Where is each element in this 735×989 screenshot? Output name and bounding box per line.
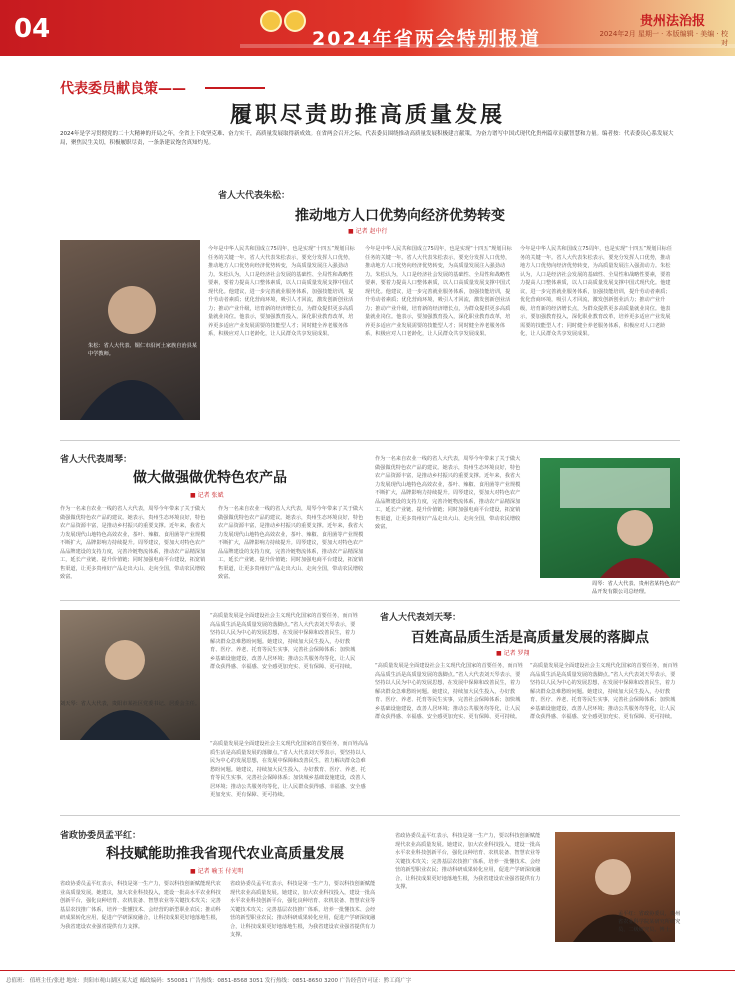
section-divider-3 [60,815,680,816]
article2-photo [540,458,680,578]
article3-photo [60,610,200,740]
banner-title: 2024年省两会特别报道 [312,28,541,50]
article4-headline: 科技赋能助推我省现代农业高质量发展 [106,846,344,862]
national-emblem-icon [260,10,282,32]
article3-body-intro: “高质量发展是全面建设社会主义现代化国家的首要任务，而百姓高品质生活是高质量发展的落脚点。”省人大代表刘天琴表示，要坚持以人民为中心的发展思想，在发展中保障和改善民生，着力解决群众急难愁盼问题。她建议，持续加大民生投入，办好教育、医疗、养老、托育等民生实事，完善社会保障体系；加快城乡基础设施建设，改善人居环境；推动公共服务均等化，让人民群众获得感、幸福感、安全感更加充实、更有保障、更可持续。 [210,613,358,670]
article3-photo-caption: 刘天琴：省人大代表，贵阳市某社区党委书记、居委会主任。 [60,701,201,707]
article3-byline: ■ 记者 罗翔 [496,648,530,657]
party-emblem-icon [284,10,306,32]
article2-body-col2: 作为一名来自农业一线的省人大代表，周琴今年带来了关于做大做强做优特色农产品的建议。她表示，贵州生态环境良好，特色农产品资源丰富，是推动乡村振兴的重要支撑。近年来，我省大力发展现代山地特色高效农业，茶叶、辣椒、食用菌等产业规模不断扩大，品牌影响力持续提升。周琴建议，要加大对特色农产品品牌建设的支持力度，完善冷链物流体系，推动农产品精深加工，延长产业链、提升价值链；同时加强电商平台建设，拓宽销售渠道，让更多贵州好产品走出大山、走向全国，带动农民增收致富。 [218,506,364,580]
paper-name: 贵州法治报 [640,14,706,29]
page-title: 履职尽责助推高质量发展 [229,102,505,128]
article1-body-col1: 今年是中华人民共和国成立75周年，也是实现“十四五”规划目标任务的关键一年。省人大代表朱松表示，要充分发挥人口优势，推动地方人口优势向经济优势转变，为高质量发展注入强劲动力。朱松认为，人口是经济社会发展的基础性、全局性和战略性要素，要着力提高人口整体素质，以人口高质量发展支撑中国式现代化。他建议，进一步完善就业服务体系，加强技能培训，提升劳动者素质；优化营商环境，吸引人才回流，激发创新创业活力；推动产业升级，培育新的经济增长点，为群众提供更多高质量就业岗位。他表示，要加强教育投入，深化职业教育改革，培养更多适应产业发展需要的技能型人才；同时健全养老服务体系，积极应对人口老龄化，让人民群众共享发展成果。 [208,246,355,337]
article2-body-col3: 作为一名来自农业一线的省人大代表，周琴今年带来了关于做大做强做优特色农产品的建议。她表示，贵州生态环境良好，特色农产品资源丰富，是推动乡村振兴的重要支撑。近年来，我省大力发展现代山地特色高效农业，茶叶、辣椒、食用菌等产业规模不断扩大，品牌影响力持续提升。周琴建议，要加大对特色农产品品牌建设的支持力度，完善冷链物流体系，推动农产品精深加工，延长产业链、提升价值链；同时加强电商平台建设，拓宽销售渠道，让更多贵州好产品走出大山、走向全国，带动农民增收致富。 [375,456,521,530]
section-tag: 代表委员献良策—— [60,81,186,97]
article1-speaker: 省人大代表朱松： [218,191,291,201]
article3-body-col3: “高质量发展是全面建设社会主义现代化国家的首要任务，而百姓高品质生活是高质量发展的落脚点。”省人大代表刘天琴表示，要坚持以人民为中心的发展思想，在发展中保障和改善民生，着力解决群众急难愁盼问题。她建议，持续加大民生投入，办好教育、医疗、养老、托育等民生实事，完善社会保障体系；加快城乡基础设施建设，改善人居环境；推动公共服务均等化，让人民群众获得感、幸福感、安全感更加充实、更有保障、更可持续。 [210,741,369,798]
section-divider [205,87,265,89]
page-footer: 总值班： 值班主任/张进 地址：贵阳市观山湖区某大道 邮政编码：550081 广告热线：0851-8568 3051 发行热线：0851-8650 3200 广告经营许可证：黔工商广字 [0,970,735,989]
article1-body-col3: 今年是中华人民共和国成立75周年，也是实现“十四五”规划目标任务的关键一年。省人大代表朱松表示，要充分发挥人口优势，推动地方人口优势向经济优势转变，为高质量发展注入强劲动力。朱松认为，人口是经济社会发展的基础性、全局性和战略性要素，要着力提高人口整体素质，以人口高质量发展支撑中国式现代化。他建议，进一步完善就业服务体系，加强技能培训，提升劳动者素质；优化营商环境，吸引人才回流，激发创新创业活力；推动产业升级，培育新的经济增长点，为群众提供更多高质量就业岗位。他表示，要加强教育投入，深化职业教育改革，培养更多适应产业发展需要的技能型人才；同时健全养老服务体系，积极应对人口老龄化，让人民群众共享发展成果。 [520,246,673,337]
article2-byline: ■ 记者 张斌 [190,490,224,499]
article1-byline: ■ 记者 赵中行 [348,226,388,235]
article1-photo-caption: 朱松：省人大代表、铜仁市沿河土家族自治县某中学教师。 [88,343,197,357]
article1-photo [60,240,200,420]
section-intro: 2024年是学习贯彻党的二十大精神的开局之年，全省上下攻坚克难、奋力实干，高质量发展取得新成效。在省两会召开之际，代表委员围绕推动高质量发展积极建言献策，为奋力谱写中国式现代化贵州篇章贡献智慧和力量。编者按：代表委员心系发展大局，聚焦民生关切，积极履职尽责，一条条建议饱含真知灼见。 [60,131,674,146]
portrait-image [540,458,680,578]
article1-body-col2: 今年是中华人民共和国成立75周年，也是实现“十四五”规划目标任务的关键一年。省人大代表朱松表示，要充分发挥人口优势，推动地方人口优势向经济优势转变，为高质量发展注入强劲动力。朱松认为，人口是经济社会发展的基础性、全局性和战略性要素，要着力提高人口整体素质，以人口高质量发展支撑中国式现代化。他建议，进一步完善就业服务体系，加强技能培训，提升劳动者素质；优化营商环境，吸引人才回流，激发创新创业活力；推动产业升级，培育新的经济增长点，为群众提供更多高质量就业岗位。他表示，要加强教育投入，深化职业教育改革，培养更多适应产业发展需要的技能型人才；同时健全养老服务体系，积极应对人口老龄化，让人民群众共享发展成果。 [365,246,512,337]
article3-body-col2: “高质量发展是全面建设社会主义现代化国家的首要任务，而百姓高品质生活是高质量发展的落脚点。”省人大代表刘天琴表示，要坚持以人民为中心的发展思想，在发展中保障和改善民生，着力解决群众急难愁盼问题。她建议，持续加大民生投入，办好教育、医疗、养老、托育等民生实事，完善社会保障体系；加快城乡基础设施建设，改善人居环境；推动公共服务均等化，让人民群众获得感、幸福感、安全感更加充实、更有保障、更可持续。 [530,663,678,720]
section-divider-1 [60,440,680,441]
article2-speaker: 省人大代表周琴： [60,455,133,465]
article3-body-col1: “高质量发展是全面建设社会主义现代化国家的首要任务，而百姓高品质生活是高质量发展的落脚点。”省人大代表刘天琴表示，要坚持以人民为中心的发展思想，在发展中保障和改善民生，着力解决群众急难愁盼问题。她建议，持续加大民生投入，办好教育、医疗、养老、托育等民生实事，完善社会保障体系；加快城乡基础设施建设，改善人居环境；推动公共服务均等化，让人民群众获得感、幸福感、安全感更加充实、更有保障、更可持续。 [375,663,523,720]
page-number: 04 [14,14,51,44]
article4-body-col1: 省政协委员孟平红表示，科技是第一生产力，要以科技创新赋能现代农业高质量发展。她建议，加大农业科技投入，建设一批高水平农业科技创新平台，强化良种培育、农机装备、智慧农业等关键技术攻关；完善基层农技推广体系，培养一批懂技术、会经营的新型职业农民；推动科研成果转化应用，促进产学研深度融合，让科技成果更好地落地生根，为我省建设农业强省提供有力支撑。 [60,881,221,930]
section-divider-2 [60,600,680,601]
portrait-image [60,610,200,740]
article4-photo-caption: 孟平红：省政协委员，贵州省农业科学院某研究所研究员、二级研究员、博士。 [618,911,681,933]
article2-photo-caption: 周琴：省人大代表、贵州省某特色农产品开发有限公司总经理。 [592,581,681,595]
article2-body-col1: 作为一名来自农业一线的省人大代表，周琴今年带来了关于做大做强做优特色农产品的建议。她表示，贵州生态环境良好，特色农产品资源丰富，是推动乡村振兴的重要支撑。近年来，我省大力发展现代山地特色高效农业，茶叶、辣椒、食用菌等产业规模不断扩大，品牌影响力持续提升。周琴建议，要加大对特色农产品品牌建设的支持力度，完善冷链物流体系，推动农产品精深加工，延长产业链、提升价值链；同时加强电商平台建设，拓宽销售渠道，让更多贵州好产品走出大山、走向全国，带动农民增收致富。 [60,506,206,580]
article4-body-col3: 省政协委员孟平红表示，科技是第一生产力，要以科技创新赋能现代农业高质量发展。她建议，加大农业科技投入，建设一批高水平农业科技创新平台，强化良种培育、农机装备、智慧农业等关键技术攻关；完善基层农技推广体系，培养一批懂技术、会经营的新型职业农民；推动科研成果转化应用，促进产学研深度融合，让科技成果更好地落地生根，为我省建设农业强省提供有力支撑。 [395,833,541,890]
article4-byline: ■ 记者 喻玉 付光明 [190,866,243,875]
article3-speaker: 省人大代表刘天琴： [380,613,462,623]
article4-speaker: 省政协委员孟平红： [60,831,142,841]
article4-body-col2: 省政协委员孟平红表示，科技是第一生产力，要以科技创新赋能现代农业高质量发展。她建议，加大农业科技投入，建设一批高水平农业科技创新平台，强化良种培育、农机装备、智慧农业等关键技术攻关；完善基层农技推广体系，培养一批懂技术、会经营的新型职业农民；推动科研成果转化应用，促进产学研深度融合，让科技成果更好地落地生根，为我省建设农业强省提供有力支撑。 [230,881,376,938]
portrait-image [60,240,200,420]
article1-headline: 推动地方人口优势向经济优势转变 [295,208,505,224]
paper-meta: 2024年2月 星期一 · 本版编辑 · 美编 · 校对 [599,30,728,47]
article3-headline: 百姓高品质生活是高质量发展的落脚点 [411,630,649,646]
article2-headline: 做大做强做优特色农产品 [133,470,287,486]
